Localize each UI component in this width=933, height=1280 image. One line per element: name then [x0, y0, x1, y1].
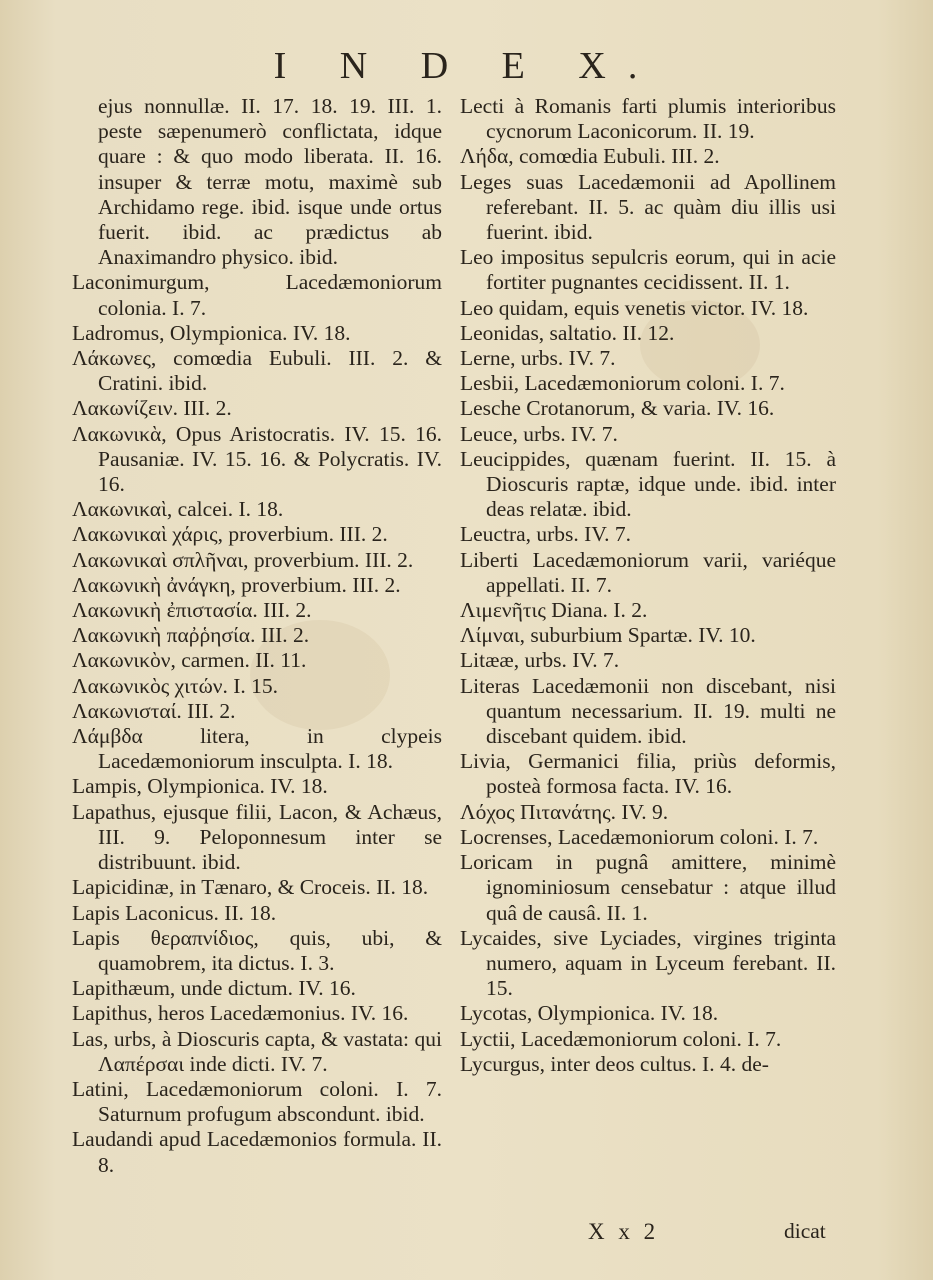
index-entry: Leges suas Lacedæmonii ad Apollinem referebant. II. 5. ac quàm diu illis usi fuerint. ibid.: [460, 169, 836, 245]
index-entry: Laudandi apud Lacedæmonios formula. II. 8.: [72, 1127, 442, 1177]
index-entry: Λακωνικαὶ σπλῆναι, proverbium. III. 2.: [72, 547, 414, 572]
index-entry: Λακωνικὸν, carmen. II. 11.: [72, 648, 307, 673]
index-entry: Lerne, urbs. IV. 7.: [460, 346, 616, 371]
index-entry: Λακωνικὴ ἀνάγκη, proverbium. III. 2.: [72, 572, 401, 597]
index-entry: Lyctii, Lacedæmoniorum coloni. I. 7.: [460, 1026, 782, 1051]
index-entry: Lesbii, Lacedæmoniorum coloni. I. 7.: [460, 371, 785, 396]
page-footer: [0, 1219, 933, 1249]
index-entry: Leuce, urbs. IV. 7.: [460, 421, 618, 446]
index-entry: Λακωνικαὶ, calcei. I. 18.: [72, 497, 284, 522]
page-title: I N D E X.: [273, 45, 660, 87]
index-entry: Leonidas, saltatio. II. 12.: [460, 320, 675, 345]
index-entry: Lycaides, sive Lyciades, virgines triginta numero, aquam in Lyceum ferebant. II. 15.: [460, 925, 836, 1001]
index-entry: ejus nonnullæ. II. 17. 18. 19. III. 1. peste sæpenumerò conflictata, idque quare : & quo modo liberata. II. 16. insuper & terræ motu, maximè sub Archidamo rege. ibid. isque unde ortus fuerit. ibid. ac prædictus ab Anaximandro physico. ibid.: [98, 94, 442, 270]
index-entry: Λακωνικὰ, Opus Aristocratis. IV. 15. 16. Pausaniæ. IV. 15. 16. & Polycratis. IV. 16.: [72, 421, 442, 497]
index-entry: Locrenses, Lacedæmoniorum coloni. I. 7.: [460, 824, 819, 849]
index-entry: Lapis Laconicus. II. 18.: [72, 900, 277, 925]
index-entry: Λιμενῆτις Diana. I. 2.: [460, 598, 648, 623]
index-entry: Λάμβδα litera, in clypeis Lacedæmoniorum insculpta. I. 18.: [72, 724, 442, 774]
index-entry: Leo impositus sepulcris eorum, qui in acie fortiter pugnantes cecidissent. II. 1.: [460, 245, 836, 295]
index-entry: Λακωνισταί. III. 2.: [72, 698, 236, 723]
signature-mark: X x 2: [588, 1219, 660, 1244]
catchword: dicat: [784, 1219, 826, 1243]
index-entry: Lycotas, Olympionica. IV. 18.: [460, 1001, 719, 1026]
index-column-right: [460, 94, 836, 1077]
index-entry: Leucippides, quænam fuerint. II. 15. à Dioscuris raptæ, idque unde. ibid. inter deas relatæ. ibid.: [460, 446, 836, 522]
index-entry: Λακωνικὴ παῤῥησία. III. 2.: [72, 623, 310, 648]
index-entry: Leuctra, urbs. IV. 7.: [460, 522, 631, 547]
index-entry: Lampis, Olympionica. IV. 18.: [72, 774, 328, 799]
index-entry: Las, urbs, à Dioscuris capta, & vastata: qui Λαπέρσαι inde dicti. IV. 7.: [72, 1026, 442, 1076]
index-entry: Lapis θεραπνίδιος, quis, ubi, & quamobrem, ita dictus. I. 3.: [72, 925, 442, 975]
index-entry: Λήδα, comœdia Eubuli. III. 2.: [460, 144, 720, 169]
index-entry: Lecti à Romanis farti plumis interioribus cycnorum Laconicorum. II. 19.: [460, 94, 836, 144]
index-entry: Leo quidam, equis venetis victor. IV. 18.: [460, 295, 809, 320]
index-entry: Ladromus, Olympionica. IV. 18.: [72, 320, 351, 345]
index-entry: Lapithæum, unde dictum. IV. 16.: [72, 976, 356, 1001]
index-entry: Laconimurgum, Lacedæmoniorum colonia. I. 7.: [72, 270, 442, 320]
index-entry: Lesche Crotanorum, & varia. IV. 16.: [460, 396, 775, 421]
index-column-left: [72, 94, 442, 1178]
index-entry: Lapithus, heros Lacedæmonius. IV. 16.: [72, 1001, 409, 1026]
index-entry: Lycurgus, inter deos cultus. I. 4. de-: [460, 1051, 769, 1076]
index-entry: Latini, Lacedæmoniorum coloni. I. 7. Saturnum profugum abscondunt. ibid.: [72, 1076, 442, 1127]
index-entry: Λάκωνες, comœdia Eubuli. III. 2. & Cratini. ibid.: [72, 346, 442, 396]
index-entry: Liberti Lacedæmoniorum varii, variéque appellati. II. 7.: [460, 547, 836, 597]
index-entry: Λόχος Πιτανάτης. IV. 9.: [460, 799, 669, 824]
index-entry: Litææ, urbs. IV. 7.: [460, 648, 620, 673]
index-entry: Λακωνικὴ ἐπιστασία. III. 2.: [72, 598, 312, 623]
index-entry: Λακωνικαὶ χάρις, proverbium. III. 2.: [72, 522, 388, 547]
index-entry: Loricam in pugnâ amittere, minimè ignominiosum censebatur : atque illud quâ de causâ. II. 1.: [460, 850, 836, 925]
index-entry: Λίμναι, suburbium Spartæ. IV. 10.: [460, 623, 756, 648]
index-entry: Lapicidinæ, in Tænaro, & Croceis. II. 18.: [72, 875, 429, 900]
index-entry: Literas Lacedæmonii non discebant, nisi quantum necessarium. II. 19. multi ne discebant quidem. ibid.: [460, 673, 836, 749]
index-entry: Livia, Germanici filia, priùs deformis, posteà formosa facta. IV. 16.: [460, 749, 836, 799]
index-entry: Λακωνικὸς χιτών. I. 15.: [72, 673, 279, 698]
index-entry: Lapathus, ejusque filii, Lacon, & Achæus, III. 9. Peloponnesum inter se distribuunt. ibid.: [72, 799, 442, 875]
index-entry: Λακωνίζειν. III. 2.: [72, 396, 232, 421]
